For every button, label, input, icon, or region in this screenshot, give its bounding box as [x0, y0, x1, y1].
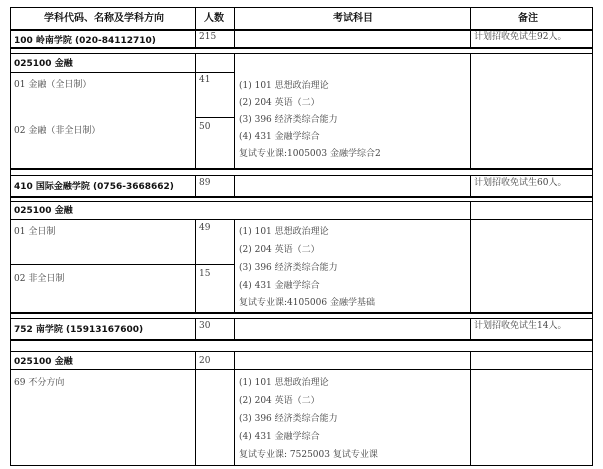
rule: [195, 351, 196, 465]
rule: [10, 264, 234, 265]
exam-item: (2) 204 英语（二）: [239, 396, 320, 406]
college-title: 752 南学院 (15913167600): [14, 325, 144, 335]
rule: [10, 318, 593, 319]
header-exams: 考试科目: [333, 13, 373, 24]
college-note: 计划招收免试生14人。: [474, 321, 567, 331]
rule: [195, 53, 196, 168]
exam-item: (3) 396 经济类综合能力: [239, 263, 338, 273]
rule: [10, 7, 11, 466]
rule: [470, 201, 471, 312]
major-count: 20: [199, 356, 211, 366]
rule: [195, 219, 196, 312]
exam-item: (3) 396 经济类综合能力: [239, 115, 338, 125]
exam-item: (4) 431 金融学综合: [239, 132, 320, 142]
header-count: 人数: [204, 13, 224, 24]
direction-name: 69 不分方向: [14, 378, 65, 388]
rule: [470, 351, 471, 465]
rule: [234, 175, 235, 196]
direction-count: 15: [199, 269, 211, 279]
college-title: 100 岭南学院 (020-84112710): [14, 36, 156, 46]
exam-retest: 复试专业课:4105006 金融学基础: [239, 298, 375, 308]
rule: [234, 7, 235, 31]
exam-retest: 复试专业课: 7525003 复试专业课: [239, 450, 378, 460]
rule: [10, 465, 593, 466]
rule: [10, 369, 593, 370]
direction-name: 02 金融（非全日制）: [14, 126, 101, 136]
major-title: 025100 金融: [14, 59, 73, 69]
rule: [234, 31, 235, 47]
rule: [10, 219, 593, 220]
exam-item: (1) 101 思想政治理论: [239, 81, 329, 91]
rule: [195, 31, 196, 47]
rule: [470, 318, 471, 339]
rule: [10, 175, 593, 176]
rule: [195, 7, 196, 31]
college-note: 计划招收免试生60人。: [474, 178, 567, 188]
rule: [470, 7, 471, 31]
exam-item: (1) 101 思想政治理论: [239, 378, 329, 388]
college-count: 215: [199, 32, 217, 42]
rule: [234, 53, 235, 168]
college-count: 30: [199, 321, 211, 331]
rule: [195, 175, 196, 196]
rule: [10, 351, 593, 352]
rule: [234, 219, 235, 312]
college-note: 计划招收免试生92人。: [474, 32, 567, 42]
direction-count: 50: [199, 122, 211, 132]
exam-retest: 复试专业课:1005003 金融学综合2: [239, 149, 381, 159]
exam-item: (3) 396 经济类综合能力: [239, 414, 338, 424]
college-title: 410 国际金融学院 (0756-3668662): [14, 182, 174, 192]
direction-count: 41: [199, 75, 211, 85]
rule: [234, 351, 235, 465]
header-discipline: 学科代码、名称及学科方向: [44, 13, 164, 24]
rule: [195, 117, 234, 118]
exam-item: (2) 204 英语（二）: [239, 98, 320, 108]
exam-item: (1) 101 思想政治理论: [239, 227, 329, 237]
exam-item: (2) 204 英语（二）: [239, 245, 320, 255]
direction-name: 01 全日制: [14, 227, 56, 237]
direction-name: 01 金融（全日制）: [14, 80, 92, 90]
rule: [470, 53, 471, 168]
exam-item: (4) 431 金融学综合: [239, 432, 320, 442]
rule: [592, 7, 593, 466]
major-title: 025100 金融: [14, 206, 73, 216]
rule: [10, 201, 593, 202]
rule: [10, 53, 593, 54]
rule: [10, 47, 593, 49]
rule: [234, 318, 235, 339]
college-count: 89: [199, 178, 211, 188]
rule: [470, 31, 471, 47]
rule: [470, 175, 471, 196]
direction-count: 49: [199, 223, 211, 233]
rule: [10, 312, 593, 314]
exam-item: (4) 431 金融学综合: [239, 281, 320, 291]
rule: [10, 7, 593, 8]
rule: [10, 72, 234, 73]
rule: [10, 339, 593, 341]
header-notes: 备注: [518, 13, 538, 24]
rule: [10, 168, 593, 170]
rule: [195, 318, 196, 339]
direction-name: 02 非全日制: [14, 274, 65, 284]
major-title: 025100 金融: [14, 357, 73, 367]
rule: [10, 196, 593, 198]
